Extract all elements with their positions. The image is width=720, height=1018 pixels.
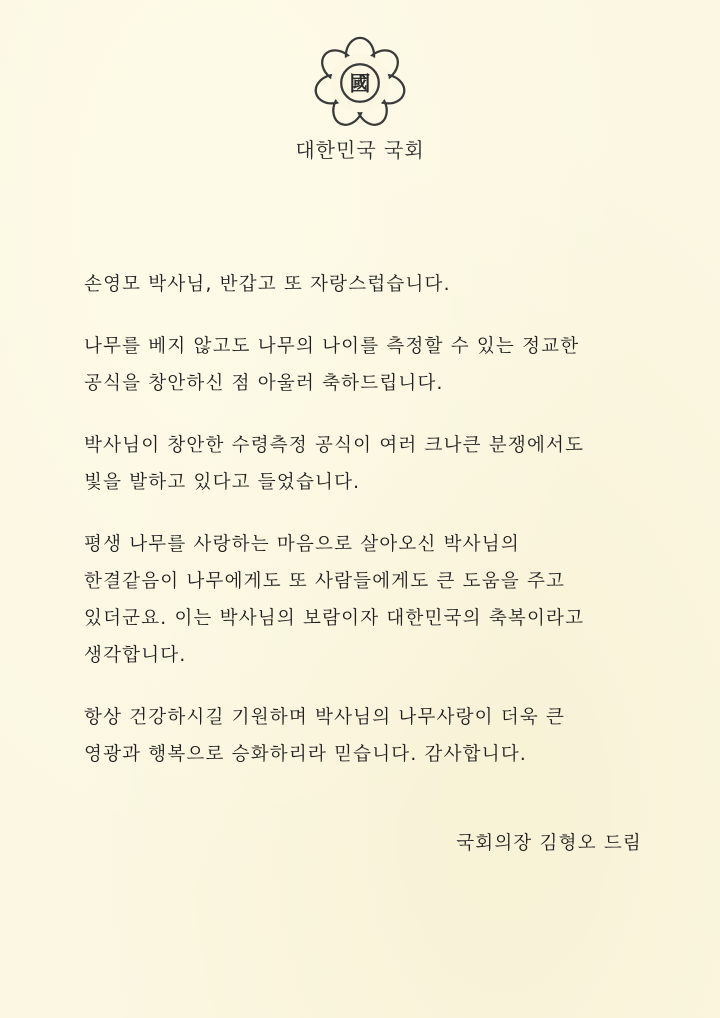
- letter-line: 영광과 행복으로 승화하리라 믿습니다. 감사합니다.: [84, 744, 527, 765]
- letter-line: 손영모 박사님, 반갑고 또 자랑스럽습니다.: [84, 274, 451, 295]
- letter-line: 항상 건강하시길 기원하며 박사님의 나무사랑이 더욱 큰: [84, 707, 566, 728]
- letter-line: 있더군요. 이는 박사님의 보람이자 대한민국의 축복이라고: [84, 608, 585, 629]
- letter-line: 공식을 창안하신 점 아울러 축하드립니다.: [84, 373, 444, 394]
- letter-line: 한결같음이 나무에게도 또 사람들에게도 큰 도움을 주고: [84, 571, 566, 592]
- letter-line: 평생 나무를 사랑하는 마음으로 살아오신 박사님의: [84, 534, 520, 555]
- letter-line: 박사님이 창안한 수령측정 공식이 여러 크나큰 분쟁에서도: [84, 435, 585, 456]
- emblem-text: 國: [349, 71, 371, 96]
- letter-line: 나무를 베지 않고도 나무의 나이를 측정할 수 있는 정교한: [84, 336, 580, 357]
- national-assembly-emblem-icon: [313, 36, 407, 130]
- paragraph-greeting: [84, 266, 664, 303]
- letter-body: [84, 266, 664, 798]
- paragraph-congratulation: [84, 328, 664, 402]
- paragraph-praise: [84, 526, 664, 674]
- signature: 국회의장 김형오 드림: [456, 833, 642, 854]
- paragraph-achievement: [84, 427, 664, 501]
- letter-line: 빛을 발하고 있다고 들었습니다.: [84, 472, 361, 493]
- letter-line: 생각합니다.: [84, 645, 187, 666]
- paragraph-closing: [84, 699, 664, 773]
- institution-name: 대한민국 국회: [295, 138, 425, 162]
